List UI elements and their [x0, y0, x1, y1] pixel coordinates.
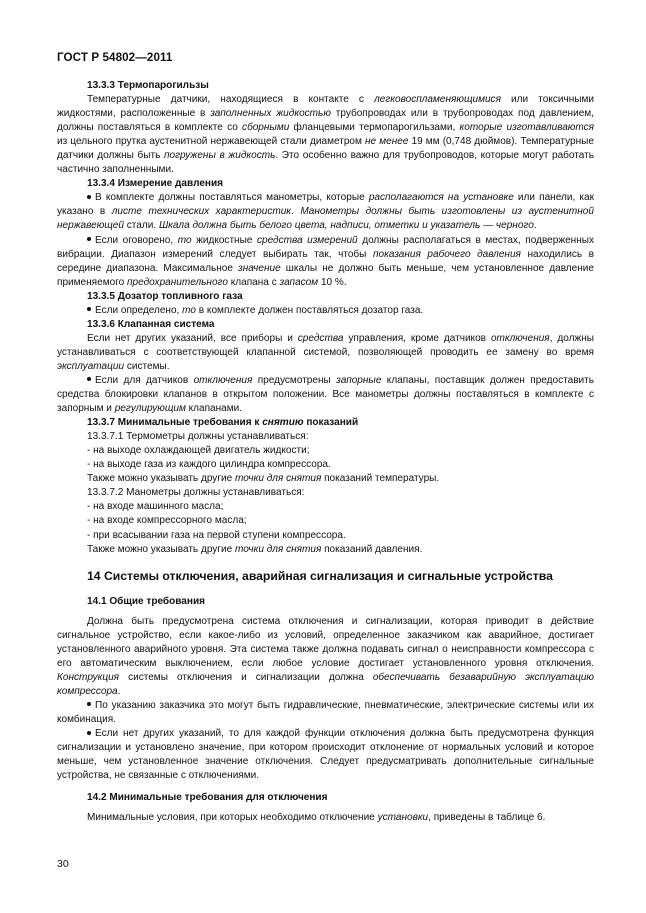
section-heading-13-3-3: 13.3.3 Термопарогильзы — [87, 80, 209, 91]
bullet-icon — [87, 237, 91, 241]
page-number: 30 — [57, 858, 69, 870]
list-line: Также можно указывать другие точки для снятия показаний температуры. — [87, 473, 440, 485]
section-heading-13-3-5: 13.3.5 Дозатор топливного газа — [87, 290, 243, 302]
bullet-paragraph-fuel-gas: Если определено, то в комплекте должен поставляться дозатор газа. — [57, 304, 594, 318]
bullet-icon — [87, 195, 91, 199]
list-line: - на входе компрессорного масла; — [87, 515, 247, 527]
bullet-icon — [87, 731, 91, 735]
list-line: - на выходе охлаждающей двигатель жидкости; — [87, 445, 310, 457]
bullet-paragraph-system-types: По указанию заказчика это могут быть гидравлические, пневматические, электрические системы или их комбинация. — [57, 699, 594, 726]
section-heading-14-1: 14.1 Общие требования — [87, 595, 205, 607]
bullet-paragraph-alarm-functions: Если нет других указаний, то для каждой функции отключения должна быть предусмотрена функция сигнализации и установлено значение, при котором происходит отклонение от нормальных условий и которое меньше, чем установленное значение отключения. Следует предусматривать дополнительные сигнальные устройства, не связанные с отключениями. — [57, 728, 594, 782]
paragraph-valve-system: Если нет других указаний, все приборы и средства управления, кроме датчиков отключения, должны устанавливаться с соответствующей клапанной системой, позволяющей проводить ее замену во время эксплуатации системы. — [57, 332, 594, 372]
document-body — [57, 79, 594, 825]
bullet-icon — [87, 307, 91, 311]
list-line: - на входе машинного масла; — [87, 501, 224, 513]
list-line: 13.3.7.2 Манометры должны устанавливаться: — [87, 487, 305, 499]
chapter-heading-14: 14 Системы отключения, аварийная сигнализация и сигнальные устройства — [87, 568, 553, 583]
list-line: Также можно указывать другие точки для снятия показаний давления. — [87, 543, 423, 555]
bullet-paragraph-liquid-gauges: Если оговорено, то жидкостные средства измерений должны располагаться в местах, подверженных вибрации. Диапазон измерений следует выбирать так, чтобы показания рабочего давления находились в середине диапазона. Максимальное значение шкалы не должно быть меньше, чем установленное давление применяемого предохранительного клапана с запасом 10 %. — [57, 234, 595, 288]
section-heading-13-3-6: 13.3.6 Клапанная система — [87, 318, 215, 330]
bullet-icon — [87, 702, 91, 706]
paragraph-min-conditions: Минимальные условия, при которых необходимо отключение установки, приведены в таблице 6. — [87, 812, 546, 824]
bullet-icon — [87, 377, 91, 381]
paragraph-thermowells: Температурные датчики, находящиеся в контакте с легковоспламеняющимися или токсичными жидкостями, расположенные в заполненных жидкостью трубопроводах или в трубопроводах под давлением, должны поставляться в комплекте со сборными фланцевыми термопарогильзами, которые изготавливаются из цельного прутка аустенитной нержавеющей стали диаметром не менее 19 мм (0,748 дюймов). Температурные датчики должны быть погружены в жидкость. Это особенно важно для трубопроводов, которые могут работать частично заполненными. — [57, 94, 595, 176]
list-line: - на выходе газа из каждого цилиндра компрессора. — [87, 459, 331, 471]
section-heading-13-3-4: 13.3.4 Измерение давления — [87, 178, 224, 190]
bullet-paragraph-shutoff-valves: Если для датчиков отключения предусмотрены запорные клапаны, поставщик должен предоставить средства блокировки клапанов в открытом положении. Все манометры должны поставляться в комплекте с запорным и регулирующим клапанами. — [57, 374, 594, 415]
section-heading-13-3-7: 13.3.7 Минимальные требования к снятию показаний — [87, 417, 359, 429]
section-heading-14-2: 14.2 Минимальные требования для отключения — [87, 792, 328, 804]
bullet-paragraph-gauges: В комплекте должны поставляться манометры, которые располагаются на установке или панели, как указано в листе технических характеристик. Манометры должны быть изготовлены из аустенитной нержавеющей стали. Шкала должна быть белого цвета, надписи, отметки и указатель — черного. — [57, 192, 594, 232]
list-line: - при всасывании газа на первой ступени компрессора. — [87, 529, 346, 541]
paragraph-shutdown-system: Должна быть предусмотрена система отключения и сигнализации, которая приводит в действие сигнальное устройство, если какое-либо из условий, определенное заказчиком как аварийное, достигает установленного аварийного уровня. Эта система также должна подавать сигнал о неисправности компрессора с его автоматическим выключением, если любое условие достигает установленного уровня отключения. Конструкция системы отключения и сигнализации должна обеспечивать безаварийную эксплуатацию компрессора. — [57, 615, 594, 697]
document-header: ГОСТ Р 54802—2011 — [57, 51, 173, 64]
list-line: 13.3.7.1 Термометры должны устанавливаться: — [87, 431, 309, 443]
